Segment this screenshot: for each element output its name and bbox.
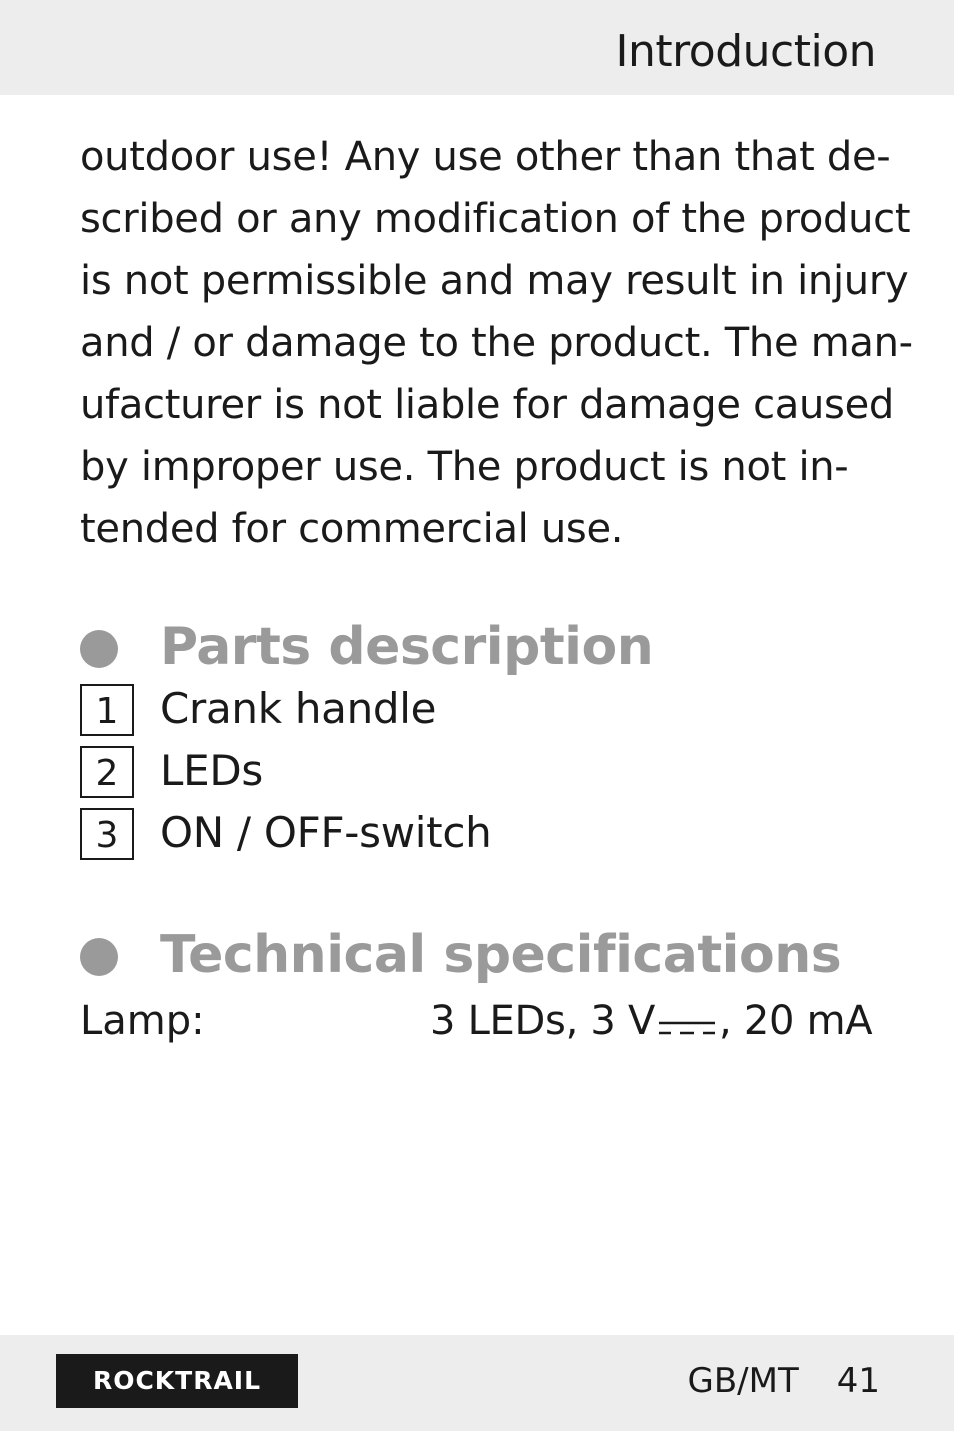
list-item [80,746,900,808]
spec-label: Lamp: [80,998,205,1044]
paragraph-line: scribed or any modification of the product [80,196,911,242]
part-label: ON / OFF-switch [160,808,492,857]
part-label: LEDs [160,746,263,795]
page-number: 41 [836,1361,880,1401]
spec-value-prefix: 3 LEDs, 3 V [430,998,656,1044]
technical-specifications-heading [80,920,900,990]
list-item [80,808,900,870]
spec-value-suffix: , 20 mA [719,998,873,1044]
paragraph-line: by improper use. The product is not in- [80,444,849,490]
paragraph-line: and / or damage to the product. The man- [80,320,913,366]
spec-row-lamp [80,990,900,1052]
paragraph-line: ufacturer is not liable for damage caused [80,382,894,428]
parts-description-heading [80,612,900,682]
region-code: GB/MT [687,1361,799,1401]
list-item [80,684,900,746]
section-title: Introduction [615,26,876,77]
heading-text: Technical specifications [160,925,842,985]
heading-text: Parts description [160,617,654,677]
intro-paragraph [80,126,913,560]
brand-logo: ROCKTRAIL [56,1354,298,1408]
bullet-icon [80,630,118,668]
paragraph-line: tended for commercial use. [80,506,624,552]
direct-current-icon [657,1003,717,1043]
spec-value [430,990,872,1052]
parts-list [80,684,900,870]
bullet-icon [80,938,118,976]
paragraph-line: outdoor use! Any use other than that de- [80,134,891,180]
part-number-box: 1 [80,684,134,736]
footer-meta [688,1356,881,1406]
part-label: Crank handle [160,684,437,733]
part-number-box: 3 [80,808,134,860]
part-number-box: 2 [80,746,134,798]
paragraph-line: is not permissible and may result in injury [80,258,909,304]
